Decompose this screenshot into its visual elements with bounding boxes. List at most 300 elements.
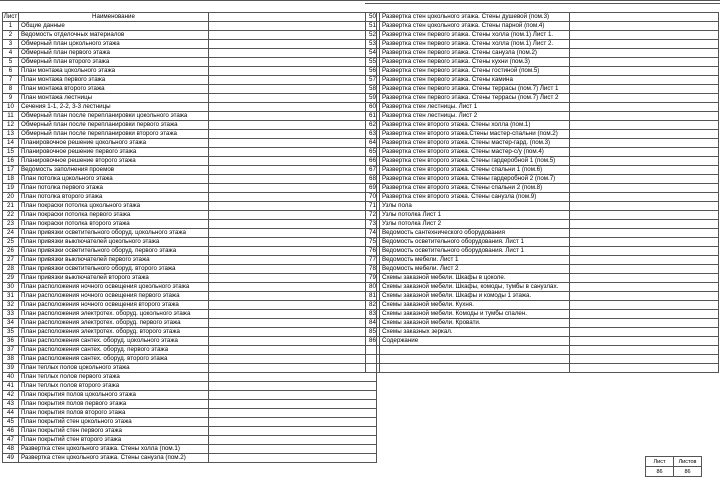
sheet-number: 39 [3,364,19,373]
frame-right-top-line [365,3,720,4]
sheet-note [209,31,377,40]
sheet-title: Обмерный план после перепланировки цокольного этажа [19,112,209,121]
table-row [366,22,719,31]
sheet-title: Развертка стен второго этажа. Стены спальни 1 (пом.6) [380,166,570,175]
sheet-note [570,220,719,229]
sheet-note [209,337,377,346]
sheet-title: Узлы потолка Лист 2 [380,220,570,229]
table-row [366,157,719,166]
sheet-number: 57 [366,76,380,85]
sheet-note [209,220,377,229]
table-row [3,265,377,274]
sheet-note [209,85,377,94]
sheet-title: Схемы заказных зеркал. [380,328,570,337]
table-row [366,220,719,229]
sheet-note [570,310,719,319]
sheet-number: 46 [3,427,19,436]
sheet-title: Планировочное решение первого этажа [19,148,209,157]
sheet-note [570,256,719,265]
sheet-title: План монтажа цокольного этажа [19,67,209,76]
sheet-note [209,400,377,409]
sheet-number: 12 [3,121,19,130]
sheet-number: 83 [366,310,380,319]
table-row [366,85,719,94]
sheet-title: Развертка стен второго этажа. Стены спальни 2 (пом.8) [380,184,570,193]
sheet-number: 8 [3,85,19,94]
sheet-note [570,202,719,211]
sheet-note [570,13,719,22]
sheet-number: 15 [3,148,19,157]
sheet-number: 18 [3,175,19,184]
table-row [3,166,377,175]
sheet-number: 23 [3,220,19,229]
sheet-title: План покрытий стен первого этажа [19,427,209,436]
sheet-number: 67 [366,166,380,175]
sheet-note [209,184,377,193]
sheet-title: Развертка стен первого этажа. Стены террасы (пом.7) Лист 2 [380,94,570,103]
table-row [3,85,377,94]
sheet-title: План покрытия полов цокольного этажа [19,391,209,400]
sheet-note [209,112,377,121]
sheet-number: 21 [3,202,19,211]
table-row [366,112,719,121]
sheet-number: 26 [3,247,19,256]
table-row [3,292,377,301]
sheet-note [209,193,377,202]
table-row [3,337,377,346]
sheet-number: 75 [366,238,380,247]
sheet-title: План покраски потолка второго этажа [19,220,209,229]
sheet-number: 69 [366,184,380,193]
sheet-note [570,337,719,346]
sheet-title: Ведомость отделочных материалов [19,31,209,40]
sheet-number: 5 [3,58,19,67]
sheet-note [570,121,719,130]
sheet-number: 85 [366,328,380,337]
sheet-note [209,391,377,400]
sheet-number: 19 [3,184,19,193]
sheet-title: План расположения сантех. оборуд. первого этажа [19,346,209,355]
sheet-title: Ведомость осветительного оборудования. Лист 1 [380,238,570,247]
sheet-number: 76 [366,247,380,256]
sheet-title: Ведомость мебели. Лист 2 [380,265,570,274]
sheet-note [209,265,377,274]
sheet-note [570,166,719,175]
sheet-number: 65 [366,148,380,157]
sheet-number: 79 [366,274,380,283]
header-sheet-number: Лист [3,13,18,20]
sheet-number: 13 [3,130,19,139]
table-row [366,238,719,247]
sheet-title: План расположения ночного освещения второго этажа [19,301,209,310]
sheet-number: 64 [366,139,380,148]
table-row [366,76,719,85]
sheet-title: План монтажа второго этажа [19,85,209,94]
sheet-title: Схемы заказной мебели. Шкафы, комоды, тумбы в санузлах. [380,283,570,292]
table-row [3,94,377,103]
sheet-number: 59 [366,94,380,103]
table-row [3,454,377,463]
table-row [3,67,377,76]
sheet-title: План покраски потолка цокольного этажа [19,202,209,211]
sheet-title: Планировочное решение второго этажа [19,157,209,166]
table-row [3,391,377,400]
sheet-number: 7 [3,76,19,85]
sheet-title: Содержание [380,337,570,346]
sheet-number: 42 [3,391,19,400]
sheet-title: Развертка стен второго этажа. Стены мастер-с/у (пом.4) [380,148,570,157]
sheet-title: План расположения ночного освещения первого этажа [19,292,209,301]
table-row [3,157,377,166]
sheet-title: Развертка стен первого этажа. Стены гостиной (пом.5) [380,67,570,76]
sheet-note [209,49,377,58]
sheet-note [570,211,719,220]
sheet-title: Обмерный план после перепланировки первого этажа [19,121,209,130]
sheet-number: 74 [366,229,380,238]
empty-cell [366,364,380,373]
sheet-number: 66 [366,157,380,166]
table-header [3,13,377,22]
table-row [3,175,377,184]
sheet-note [209,292,377,301]
sheet-number: 24 [3,229,19,238]
table-row [3,355,377,364]
table-row [3,103,377,112]
sheet-number: 51 [366,22,380,31]
table-row [366,328,719,337]
sheet-number: 61 [366,112,380,121]
sheet-title: План теплых полов первого этажа [19,373,209,382]
sheet-note [209,130,377,139]
table-row [3,202,377,211]
table-row [3,427,377,436]
empty-cell [380,346,570,355]
sheet-note [209,121,377,130]
sheet-title: Обмерный план цокольного этажа [19,40,209,49]
sheet-number: 82 [366,301,380,310]
stamp-sheets-value: 86 [674,467,702,477]
sheet-number: 52 [366,31,380,40]
sheet-number: 34 [3,319,19,328]
sheet-title: Развертка стен цокольного этажа. Стены парной (пом.4) [380,22,570,31]
sheet-title: План теплых полов второго этажа [19,382,209,391]
table-row [366,292,719,301]
sheet-number: 28 [3,265,19,274]
title-block-stamp [645,456,702,477]
sheet-title: Схемы заказной мебели. Кровати. [380,319,570,328]
sheet-number: 2 [3,31,19,40]
sheet-note [209,274,377,283]
sheet-number: 72 [366,211,380,220]
sheet-title: Развертка стен второго этажа.Стены мастер-спальни (пом.2) [380,130,570,139]
table-row [3,274,377,283]
sheet-number: 41 [3,382,19,391]
sheet-note [209,40,377,49]
sheet-title: Развертка стен первого этажа. Стены холла (пом.1) Лист 2. [380,40,570,49]
sheet-title: План привязки выключателей второго этажа [19,274,209,283]
table-row [3,319,377,328]
table-row [366,58,719,67]
sheet-title: План покрытий стен второго этажа [19,436,209,445]
table-row [3,139,377,148]
sheet-note [570,94,719,103]
sheet-note [209,382,377,391]
table-row [366,301,719,310]
sheet-title: План покрытия полов первого этажа [19,400,209,409]
sheet-title: Узлы пола [380,202,570,211]
empty-cell [570,364,719,373]
table-row [3,382,377,391]
empty-row [366,355,719,364]
sheet-note [209,445,377,454]
table-row [366,175,719,184]
sheet-number: 73 [366,220,380,229]
sheet-note [209,346,377,355]
sheet-title: План теплых полов цокольного этажа [19,364,209,373]
sheet-title: Развертка стен первого этажа. Стены кухни (пом.3) [380,58,570,67]
sheet-title: Сечения 1-1, 2-2, 3-3 лестницы [19,103,209,112]
sheet-note [570,22,719,31]
sheet-note [209,58,377,67]
sheet-number: 47 [3,436,19,445]
sheet-title: Обмерный план второго этажа [19,58,209,67]
sheet-note [570,130,719,139]
table-row [3,229,377,238]
sheet-title: План потолка цокольного этажа [19,175,209,184]
sheet-note [570,139,719,148]
sheet-number: 9 [3,94,19,103]
table-row [3,247,377,256]
sheet-number: 4 [3,49,19,58]
table-row [3,328,377,337]
empty-cell [380,364,570,373]
sheet-title: План расположения электротех. оборуд. первого этажа [19,319,209,328]
sheet-number: 86 [366,337,380,346]
table-row [3,364,377,373]
sheet-note [209,202,377,211]
sheet-title: План покраски потолка первого этажа [19,211,209,220]
table-row [3,436,377,445]
sheet-note [209,328,377,337]
sheet-note [209,436,377,445]
sheet-number: 84 [366,319,380,328]
table-row [3,112,377,121]
sheet-note [570,265,719,274]
sheet-title: План привязки осветительного оборуд. первого этажа [19,247,209,256]
sheet-title: Ведомость мебели. Лист 1 [380,256,570,265]
table-row [3,301,377,310]
empty-cell [380,355,570,364]
sheet-number: 25 [3,238,19,247]
stamp-sheets-label: Листов [674,457,702,467]
sheet-title: План расположения электротех. оборуд. второго этажа [19,328,209,337]
table-row [366,166,719,175]
sheet-title: Развертка стен цокольного этажа. Стены душевой (пом.3) [380,13,570,22]
sheet-title: Ведомость осветительного оборудования. Лист 1 [380,247,570,256]
sheet-note [570,301,719,310]
sheet-title: Развертка стен второго этажа. Стены холла (пом.1) [380,121,570,130]
sheet-number: 31 [3,292,19,301]
sheet-note [209,238,377,247]
sheet-title: План расположения электротех. оборуд. цокольного этажа [19,310,209,319]
sheet-number: 77 [366,256,380,265]
sheet-title: Развертка стен первого этажа. Стены холла (пом.1) Лист 1. [380,31,570,40]
sheet-number: 14 [3,139,19,148]
table-row [366,121,719,130]
sheet-number: 62 [366,121,380,130]
table-row [3,121,377,130]
table-row [366,67,719,76]
sheet-number: 54 [366,49,380,58]
sheet-number: 10 [3,103,19,112]
sheet-title: План покрытия полов второго этажа [19,409,209,418]
sheet-note [209,166,377,175]
header-notes [209,13,377,22]
table-row [366,211,719,220]
sheet-title: План покрытий стен цокольного этажа [19,418,209,427]
sheet-note [570,283,719,292]
frame-top-line [0,0,720,1]
sheet-number: 80 [366,283,380,292]
sheet-title: Узлы потолка Лист 1 [380,211,570,220]
sheet-title: Обмерный план после перепланировки второго этажа [19,130,209,139]
sheet-number: 35 [3,328,19,337]
table-row [3,373,377,382]
table-row [3,310,377,319]
sheet-title: Развертка стен первого этажа. Стены санузла (пом.2) [380,49,570,58]
sheet-number: 44 [3,409,19,418]
sheet-number: 1 [3,22,19,31]
table-row [3,409,377,418]
sheet-number: 43 [3,400,19,409]
table-row [366,247,719,256]
table-row [366,148,719,157]
sheet-number: 40 [3,373,19,382]
sheet-note [209,373,377,382]
empty-cell [366,355,380,364]
table-row [366,49,719,58]
table-row [366,13,719,22]
table-row [366,274,719,283]
sheet-number: 50 [366,13,380,22]
sheet-note [209,148,377,157]
contents-table-left [2,12,377,463]
sheet-title: Развертка стен цокольного этажа. Стены холла (пом.1) [19,445,209,454]
table-row [3,283,377,292]
table-row [366,31,719,40]
sheet-title: Развертка стен второго этажа. Стены гардеробной 1 (пом.5) [380,157,570,166]
sheet-number: 6 [3,67,19,76]
empty-cell [570,355,719,364]
sheet-number: 53 [366,40,380,49]
sheet-title: Схемы заказной мебели. Шкафы в цоколе. [380,274,570,283]
table-row [366,94,719,103]
table-row [3,220,377,229]
table-row [3,400,377,409]
table-row [3,256,377,265]
table-row [3,184,377,193]
table-row [3,76,377,85]
sheet-title: Схемы заказной мебели. Шкафы и комоды 1 этажа. [380,292,570,301]
sheet-title: План расположения сантех. оборуд. второго этажа [19,355,209,364]
sheet-note [570,274,719,283]
sheet-note [570,229,719,238]
table-row [3,49,377,58]
sheet-title: Схемы заказной мебели. Комоды и тумбы спален. [380,310,570,319]
table-row [366,283,719,292]
sheet-title: Планировочное решение цокольного этажа [19,139,209,148]
sheet-number: 56 [366,67,380,76]
sheet-number: 63 [366,130,380,139]
sheet-number: 78 [366,265,380,274]
table-row [3,193,377,202]
stamp-sheet-value: 86 [646,467,674,477]
sheet-note [570,319,719,328]
table-row [366,193,719,202]
sheet-note [209,76,377,85]
sheet-number: 17 [3,166,19,175]
sheet-title: План привязки осветительного оборуд. второго этажа [19,265,209,274]
table-row [366,184,719,193]
sheet-title: План привязки выключателей первого этажа [19,256,209,265]
table-row [366,139,719,148]
table-row [3,418,377,427]
sheet-number: 36 [3,337,19,346]
sheet-title: Развертка стен первого этажа. Стены террасы (пом.7) Лист 1 [380,85,570,94]
sheet-note [209,103,377,112]
empty-row [366,346,719,355]
sheet-number: 70 [366,193,380,202]
sheet-note [209,364,377,373]
sheet-title: План привязки осветительного оборуд. цокольного этажа [19,229,209,238]
sheet-note [209,247,377,256]
sheet-title: План расположения ночного освещения цокольного этажа [19,283,209,292]
sheet-number: 32 [3,301,19,310]
table-row [366,265,719,274]
sheet-title: Схемы заказной мебели. Кухня. [380,301,570,310]
sheet-number: 55 [366,58,380,67]
table-row [366,202,719,211]
sheet-note [209,310,377,319]
sheet-title: Развертка стен лестницы. Лист 2 [380,112,570,121]
sheet-note [570,103,719,112]
sheet-note [209,22,377,31]
sheet-number: 11 [3,112,19,121]
table-row [3,40,377,49]
sheet-note [209,427,377,436]
table-row [366,310,719,319]
sheet-note [570,184,719,193]
sheet-title: План расположения сантех. оборуд. цокольного этажа [19,337,209,346]
sheet-title: План потолка первого этажа [19,184,209,193]
sheet-note [570,292,719,301]
header-name: Наименование [19,13,209,22]
sheet-note [209,211,377,220]
sheet-number: 45 [3,418,19,427]
sheet-note [209,67,377,76]
sheet-note [570,148,719,157]
table-row [3,58,377,67]
sheet-note [570,247,719,256]
sheet-title: План монтажа первого этажа [19,76,209,85]
sheet-note [570,157,719,166]
table-row [366,229,719,238]
sheet-note [570,76,719,85]
table-row [366,130,719,139]
sheet-number: 38 [3,355,19,364]
empty-row [366,364,719,373]
table-row [3,31,377,40]
